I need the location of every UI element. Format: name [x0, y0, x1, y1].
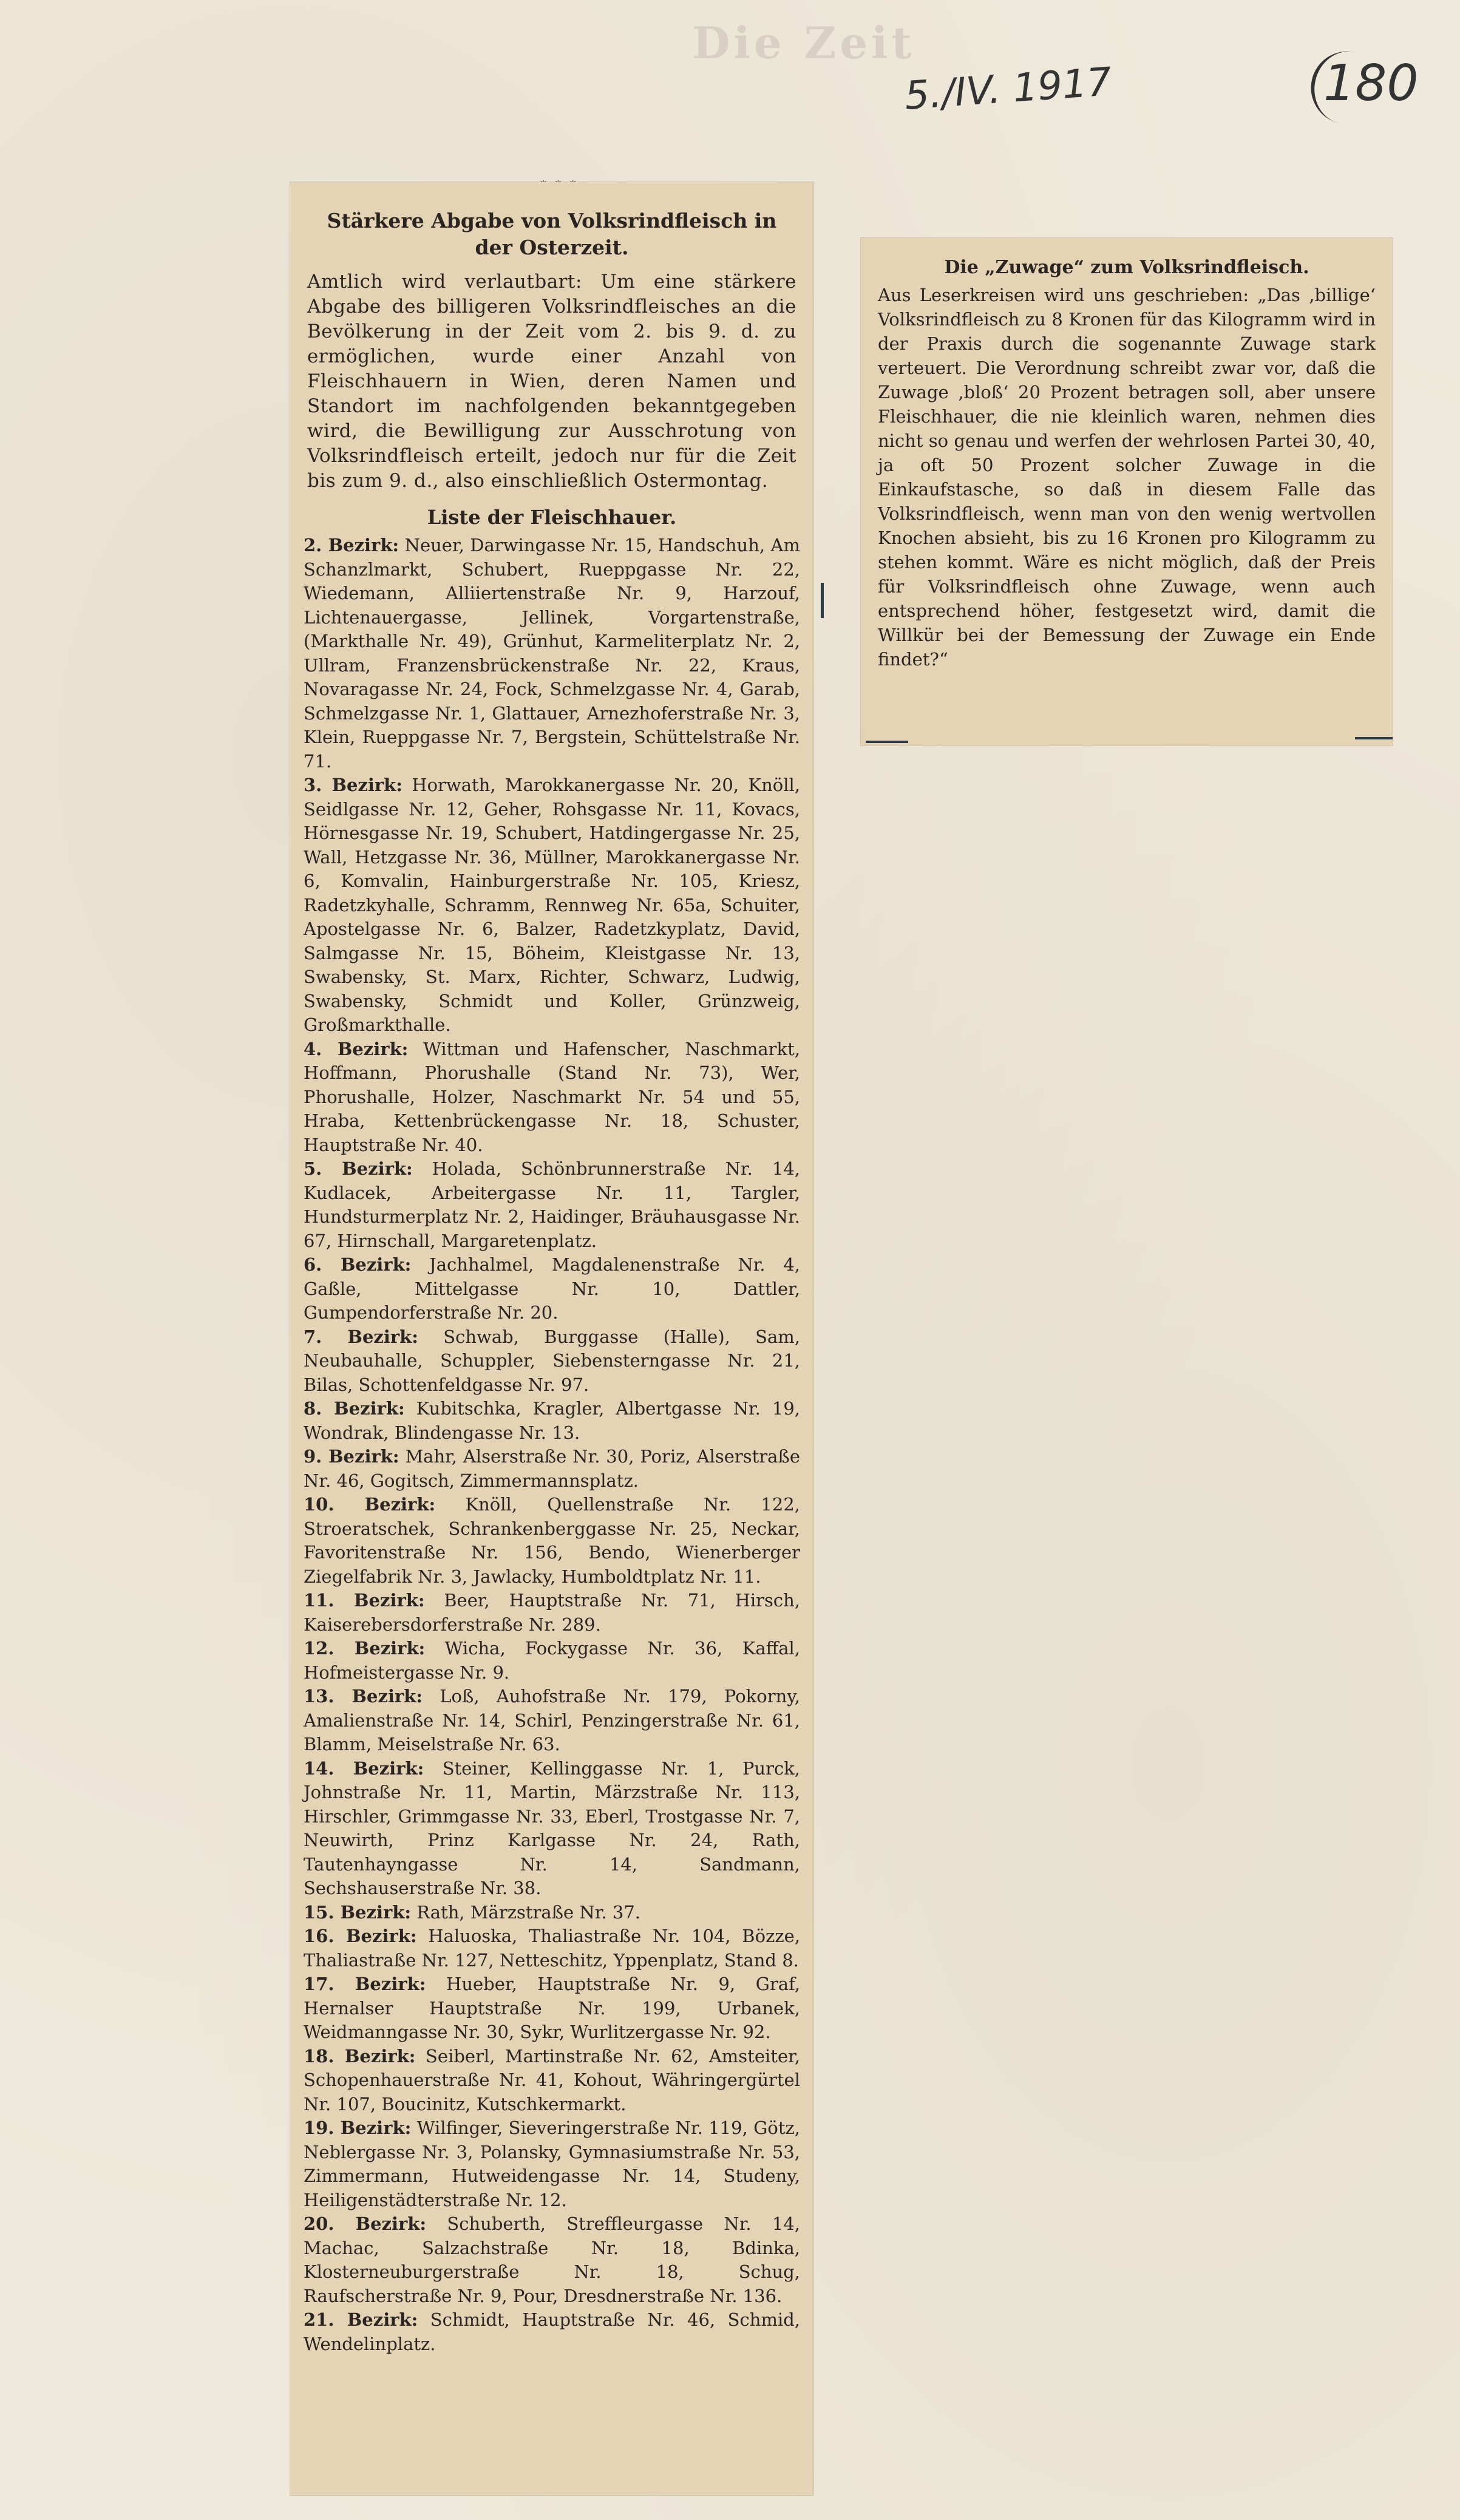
- margin-mark: [821, 583, 824, 618]
- article-headline: Die „Zuwage“ zum Volksrindfleisch.: [944, 257, 1309, 278]
- article-body: Aus Leserkreisen wird uns geschrieben: „Das ‚billige‘ Volksrindfleisch zu 8 Kronen für das Kilogramm wird in der Praxis durch die sogenannte Zuwage stark verteuert. Die Verordnung schreibt zwar vor, daß die Zuwage ‚bloß‘ 20 Prozent betragen soll, aber unsere Fleischhauer, die nie kleinlich waren, nehmen dies nicht so genau und werfen der wehrlosen Partei 30, 40, ja oft 50 Prozent solcher Zuwage in die Einkaufstasche, so daß in diesem Falle das Volksrindfleisch, wenn man von den wenig wertvollen Knochen absieht, bis zu 16 Kronen pro Kilogramm zu stehen kommt. Wäre es nicht möglich, daß der Preis für Volksrindfleisch ohne Zuwage, wenn auch entsprechend höher, festgesetzt wird, damit die Willkür bei der Bemessung der Zuwage ein Ende findet?“: [878, 285, 1376, 670]
- district-entry: [304, 1972, 800, 2045]
- article-lead: Amtlich wird verlautbart: Um eine stärkere Abgabe des billigeren Volksrindfleisches an die Bevölkerung in der Zeit vom 2. bis 9. d. zu ermöglichen, wurde einer Anzahl von Fleischhauern in Wien, deren Namen und Standort im nachfolgenden bekanntgegeben wird, die Bewilligung zur Ausschrotung von Volksrindfleisch erteilt, jedoch nur für die Zeit bis zum 9. d., also einschließlich Ostermontag.: [307, 271, 796, 492]
- district-number: 6. Bezirk:: [304, 1254, 412, 1275]
- district-entry: [304, 1685, 800, 1757]
- district-text: Seiberl, Martinstraße Nr. 62, Amsteiter, Schopenhauerstraße Nr. 41, Kohout, Währingergürtel Nr. 107, Boucinitz, Kutschkermarkt.: [304, 2045, 800, 2114]
- district-text: Haluoska, Thaliastraße Nr. 104, Bözze, Thaliastraße Nr. 127, Netteschitz, Yppenplatz, Stand 8.: [304, 1926, 801, 1971]
- district-text: Beer, Hauptstraße Nr. 71, Hirsch, Kaiserebersdorferstraße Nr. 289.: [304, 1590, 801, 1635]
- district-text: Neuer, Darwingasse Nr. 15, Handschuh, Am Schanzlmarkt, Schubert, Rueppgasse Nr. 22, Wiedemann, Alliiertenstraße Nr. 9, Harzouf, Lichtenauergasse, Jellinek, Vorgartenstraße, (Markthalle Nr. 49), Grünhut, Karmeliterplatz Nr. 2, Ullram, Franzensbrückenstraße Nr. 22, Kraus, Novaragasse Nr. 24, Fock, Schmelzgasse Nr. 4, Garab, Schmelzgasse Nr. 1, Glattauer, Arnezhoferstraße Nr. 3, Klein, Rueppgasse Nr. 7, Bergstein, Schüttelstraße Nr. 71.: [304, 535, 800, 772]
- district-entry: [304, 1445, 800, 1493]
- district-text: Schwab, Burggasse (Halle), Sam, Neubauhalle, Schuppler, Siebensterngasse Nr. 21, Bilas, Schottenfeldgasse Nr. 97.: [304, 1326, 801, 1395]
- district-number: 21. Bezirk:: [304, 2309, 418, 2330]
- district-text: Steiner, Kellinggasse Nr. 1, Purck, Johnstraße Nr. 11, Martin, Märzstraße Nr. 113, Hirschler, Grimmgasse Nr. 33, Eberl, Trostgasse Nr. 7, Neuwirth, Prinz Karlgasse Nr. 24, Rath, Tautenhayngasse Nr. 14, Sandmann, Sechshauserstraße Nr. 38.: [304, 1758, 800, 1898]
- article-headline: Stärkere Abgabe von Volksrindfleisch in der Osterzeit.: [327, 209, 777, 259]
- district-text: Rath, Märzstraße Nr. 37.: [416, 1901, 641, 1923]
- district-number: 8. Bezirk:: [304, 1398, 405, 1419]
- district-entry: [304, 2308, 800, 2356]
- district-number: 17. Bezirk:: [304, 1974, 426, 1994]
- district-entry: [304, 2045, 800, 2117]
- district-list: [290, 534, 813, 2356]
- district-entry: [304, 1757, 800, 1901]
- folio-number: 180: [1323, 55, 1419, 112]
- district-entry: [304, 773, 800, 1038]
- district-text: Loß, Auhofstraße Nr. 179, Pokorny, Amalienstraße Nr. 14, Schirl, Penzingerstraße Nr. 61, Blamm, Meiselstraße Nr. 63.: [304, 1686, 800, 1754]
- district-number: 18. Bezirk:: [304, 2045, 416, 2067]
- district-entry: [304, 2116, 800, 2212]
- district-entry: [304, 1397, 800, 1445]
- district-number: 14. Bezirk:: [304, 1758, 424, 1779]
- district-number: 16. Bezirk:: [304, 1926, 417, 1946]
- district-number: 19. Bezirk:: [304, 2118, 412, 2138]
- district-text: Mahr, Alserstraße Nr. 30, Poriz, Alserstraße Nr. 46, Gogitsch, Zimmermannsplatz.: [304, 1446, 800, 1491]
- district-entry: [304, 1038, 800, 1158]
- district-text: Jachhalmel, Magdalenenstraße Nr. 4, Gaßle, Mittelgasse Nr. 10, Dattler, Gumpendorferstraße Nr. 20.: [304, 1254, 800, 1323]
- district-entry: [304, 534, 800, 773]
- district-text: Schuberth, Streffleurgasse Nr. 14, Machac, Salzachstraße Nr. 18, Bdinka, Klosterneuburgerstraße Nr. 18, Schug, Raufscherstraße Nr. 9, Pour, Dresdnerstraße Nr. 136.: [304, 2213, 800, 2306]
- district-text: Knöll, Quellenstraße Nr. 122, Stroeratschek, Schrankenberggasse Nr. 25, Neckar, Favoritenstraße Nr. 156, Bendo, Wienerberger Ziegelfabrik Nr. 3, Jawlacky, Humboldtplatz Nr. 11.: [304, 1494, 801, 1587]
- district-number: 13. Bezirk:: [304, 1686, 423, 1707]
- district-entry: [304, 1493, 800, 1589]
- district-number: 20. Bezirk:: [304, 2213, 427, 2234]
- district-number: 5. Bezirk:: [304, 1158, 413, 1179]
- district-number: 7. Bezirk:: [304, 1326, 418, 1347]
- clipping-left: [290, 182, 813, 2495]
- district-entry: [304, 1325, 800, 1398]
- district-entry: [304, 1924, 800, 1972]
- handwritten-date: 5./IV. 1917: [903, 59, 1113, 119]
- district-text: Wilfinger, Sieveringerstraße Nr. 119, Götz, Neblergasse Nr. 3, Polansky, Gymnasiumstraße Nr. 53, Zimmermann, Hutweidengasse Nr. 14, Studeny, Heiligenstädterstraße Nr. 12.: [304, 2118, 801, 2210]
- district-entry: [304, 1589, 800, 1637]
- district-entry: [304, 1157, 800, 1253]
- district-entry: [304, 1901, 800, 1925]
- district-text: Wittman und Hafenscher, Naschmarkt, Hoffmann, Phorushalle (Stand Nr. 73), Wer, Phorushalle, Holzer, Naschmarkt Nr. 54 und 55, Hraba, Kettenbrückengasse Nr. 18, Schuster, Hauptstraße Nr. 40.: [304, 1038, 800, 1155]
- district-text: Hueber, Hauptstraße Nr. 9, Graf, Hernalser Hauptstraße Nr. 199, Urbanek, Weidmanngasse Nr. 30, Sykr, Wurlitzergasse Nr. 92.: [304, 1974, 801, 2042]
- district-number: 15. Bezirk:: [304, 1901, 412, 1923]
- district-text: Schmidt, Hauptstraße Nr. 46, Schmid, Wendelinplatz.: [304, 2309, 800, 2354]
- district-entry: [304, 1637, 800, 1685]
- newspaper-stamp: Die Zeit: [692, 17, 915, 69]
- district-text: Holada, Schönbrunnerstraße Nr. 14, Kudlacek, Arbeitergasse Nr. 11, Targler, Hundsturmerplatz Nr. 2, Haidinger, Bräuhausgasse Nr. 67, Hirnschall, Margaretenplatz.: [304, 1158, 801, 1251]
- district-number: 4. Bezirk:: [304, 1038, 409, 1059]
- district-text: Wicha, Fockygasse Nr. 36, Kaffal, Hofmeistergasse Nr. 9.: [304, 1638, 800, 1683]
- clipping-edge-rule: [1355, 737, 1393, 739]
- clipping-right: [861, 238, 1393, 745]
- district-number: 11. Bezirk:: [304, 1590, 425, 1611]
- list-title: Liste der Fleischhauer.: [427, 506, 677, 529]
- district-number: 2. Bezirk:: [304, 535, 399, 555]
- district-number: 3. Bezirk:: [304, 775, 402, 795]
- district-entry: [304, 1253, 800, 1325]
- district-number: 10. Bezirk:: [304, 1494, 436, 1515]
- district-number: 9. Bezirk:: [304, 1446, 399, 1467]
- district-text: Kubitschka, Kragler, Albertgasse Nr. 19, Wondrak, Blindengasse Nr. 13.: [304, 1398, 801, 1443]
- district-number: 12. Bezirk:: [304, 1638, 426, 1659]
- district-entry: [304, 2212, 800, 2308]
- clipping-edge-rule: [866, 741, 908, 743]
- district-text: Horwath, Marokkanergasse Nr. 20, Knöll, Seidlgasse Nr. 12, Geher, Rohsgasse Nr. 11, Kovacs, Hörnesgasse Nr. 19, Schubert, Hatdingergasse Nr. 25, Wall, Hetzgasse Nr. 36, Müllner, Marokkanergasse Nr. 6, Komvalin, Hainburgerstraße Nr. 105, Kriesz, Radetzkyhalle, Schramm, Rennweg Nr. 65a, Schuiter, Apostelgasse Nr. 6, Balzer, Radetzkyplatz, David, Salmgasse Nr. 15, Böheim, Kleistgasse Nr. 13, Swabensky, St. Marx, Richter, Schwarz, Ludwig, Swabensky, Schmidt und Koller, Grünzweig, Großmarkthalle.: [304, 775, 800, 1035]
